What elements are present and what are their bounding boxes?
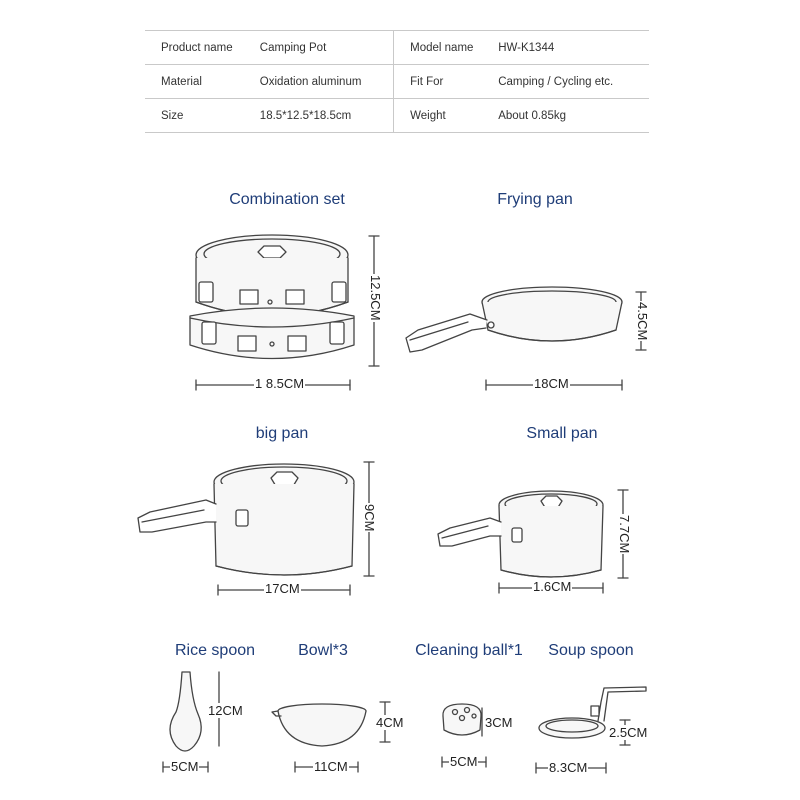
big-pan-width-label: 17CM xyxy=(265,581,300,596)
rice-spoon-width-label: 5CM xyxy=(171,759,199,774)
spec-label: Material xyxy=(145,65,260,99)
frying-pan-title: Frying pan xyxy=(497,191,573,208)
spec-value: Camping Pot xyxy=(260,31,394,65)
big-pan-height-label: 9CM xyxy=(362,504,377,532)
small-pan-illustration xyxy=(438,491,603,577)
soup-spoon-width-label: 8.3CM xyxy=(549,760,588,775)
big-pan-title: big pan xyxy=(255,425,309,442)
cleaning-ball-title: Cleaning ball*1 xyxy=(415,642,523,659)
cleaning-ball-height-label: 3CM xyxy=(485,715,513,730)
cleaning-ball-illustration xyxy=(443,704,481,735)
spec-value: Camping / Cycling etc. xyxy=(498,65,649,99)
rice-spoon-title: Rice spoon xyxy=(174,642,256,659)
small-pan-width-label: 1.6CM xyxy=(533,579,572,594)
bowl-width-label: 11CM xyxy=(314,759,348,774)
soup-spoon-height-label: 2.5CM xyxy=(609,725,648,740)
cleaning-ball-width-label: 5CM xyxy=(450,754,478,769)
spec-label: Product name xyxy=(145,31,260,65)
spec-value: About 0.85kg xyxy=(498,99,649,133)
rice-spoon-height-label: 12CM xyxy=(208,703,243,718)
soup-spoon-title: Soup spoon xyxy=(548,642,634,659)
big-pan-illustration xyxy=(138,464,354,575)
bowl-title: Bowl*3 xyxy=(298,642,348,659)
frying-pan-illustration xyxy=(406,287,622,352)
small-pan-title: Small pan xyxy=(526,425,598,442)
combination-width-label: 1 8.5CM xyxy=(255,376,305,391)
spec-label: Fit For xyxy=(394,65,499,99)
spec-value: 18.5*12.5*18.5cm xyxy=(260,99,394,133)
frying-pan-height-label: 4.5CM xyxy=(635,302,650,341)
combination-set-illustration xyxy=(190,235,354,359)
small-pan-height-label: 7.7CM xyxy=(617,515,632,554)
frying-pan-width-label: 18CM xyxy=(534,376,569,391)
combination-set-title: Combination set xyxy=(229,191,345,208)
spec-value: Oxidation aluminum xyxy=(260,65,394,99)
spec-label: Weight xyxy=(394,99,499,133)
rice-spoon-illustration xyxy=(170,672,201,751)
bowl-illustration xyxy=(272,704,366,746)
spec-label: Size xyxy=(145,99,260,133)
combination-height-label: 12.5CM xyxy=(368,275,383,321)
spec-label: Model name xyxy=(394,31,499,65)
spec-value: HW-K1344 xyxy=(498,31,649,65)
bowl-height-label: 4CM xyxy=(376,715,404,730)
